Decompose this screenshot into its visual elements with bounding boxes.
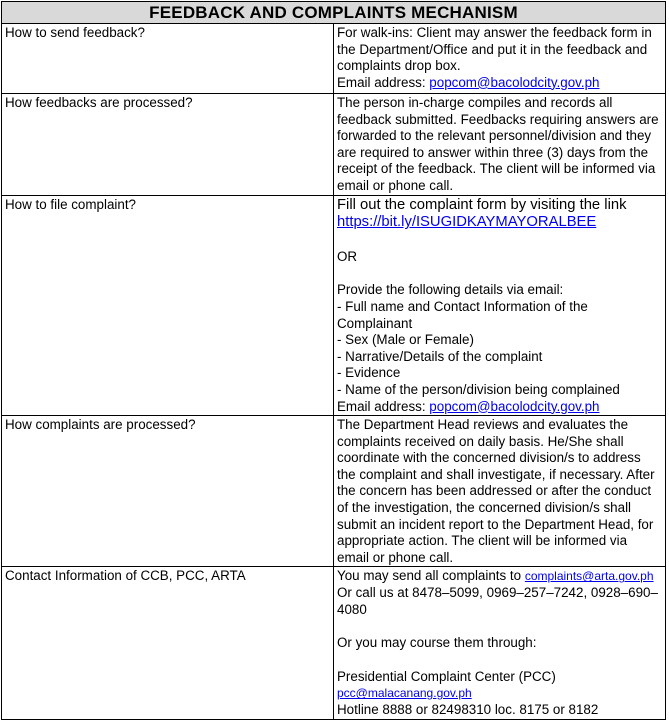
pcc-email-link[interactable]: pcc@malacanang.gov.ph (337, 686, 472, 701)
table-row (2, 416, 666, 567)
answer-send-feedback (334, 24, 666, 94)
list-item: - Narrative/Details of the complaint (337, 348, 543, 364)
table-row (2, 195, 666, 416)
email-label: Email address: (337, 398, 430, 414)
email-label: Email address: (337, 74, 430, 90)
list-item: - Full name and Contact Information of the Complainant (337, 298, 588, 331)
popcom-email-link[interactable]: popcom@bacolodcity.gov.ph (429, 74, 600, 90)
list-item: - Evidence (337, 365, 401, 381)
hotline-line: Hotline 8888 or 82498310 loc. 8175 or 8182 (337, 702, 599, 717)
list-item: - Sex (Male or Female) (337, 332, 474, 348)
email-line (337, 399, 662, 416)
send-complaints-text: You may send all complaints to (337, 568, 525, 584)
answer-file-complaint (334, 195, 666, 416)
question-contact-info: Contact Information of CCB, PCC, ARTA (2, 567, 334, 719)
complaint-form-intro: Fill out the complaint form by visiting the link (337, 196, 627, 213)
details-intro: Provide the following details via email: (337, 282, 564, 298)
feedback-complaints-table (1, 1, 666, 720)
or-text: OR (337, 248, 358, 264)
table-title: FEEDBACK AND COMPLAINTS MECHANISM (2, 2, 666, 24)
send-complaints-line (337, 568, 662, 585)
table-row (2, 94, 666, 196)
table-row (2, 567, 666, 719)
list-item: - Name of the person/division being complained (337, 381, 620, 397)
question-file-complaint: How to file complaint? (2, 195, 334, 416)
arta-email-link[interactable]: complaints@arta.gov.ph (524, 569, 654, 584)
answer-process-complaint: The Department Head reviews and evaluates the complaints received on daily basis. He/She shall coordinate with the concerned division/s to address the complaint and shall investigate, if necessary. After the concern has been addressed or after the conduct of the investigation, the concerned division/s shall submit an incident report to the Department Head, for appropriate action. The client will be informed via email or phone call. (334, 416, 666, 567)
question-send-feedback: How to send feedback? (2, 24, 334, 94)
question-process-complaint: How complaints are processed? (2, 416, 334, 567)
course-line: Or you may course them through: (337, 635, 537, 651)
answer-process-feedback: The person in-charge compiles and records all feedback submitted. Feedbacks requiring answers are forwarded to the relevant personnel/division and they are required to answer within three (3) days from the receipt of the feedback. The client will be informed via email or phone call. (334, 94, 666, 196)
complaint-form-link[interactable]: https://bit.ly/ISUGIDKAYMAYORALBEE (337, 214, 597, 231)
question-process-feedback: How feedbacks are processed? (2, 94, 334, 196)
table-row (2, 24, 666, 94)
answer-contact-info (334, 567, 666, 719)
popcom-email-link[interactable]: popcom@bacolodcity.gov.ph (429, 398, 600, 414)
walkins-text: For walk-ins: Client may answer the feedback form in the Department/Office and put it in the feedback and complaints drop box. (337, 25, 652, 74)
email-line (337, 75, 662, 92)
pcc-name: Presidential Complaint Center (PCC) (337, 668, 556, 684)
call-line: Or call us at 8478–5099, 0969–257–7242, 0928–690–4080 (337, 585, 658, 617)
